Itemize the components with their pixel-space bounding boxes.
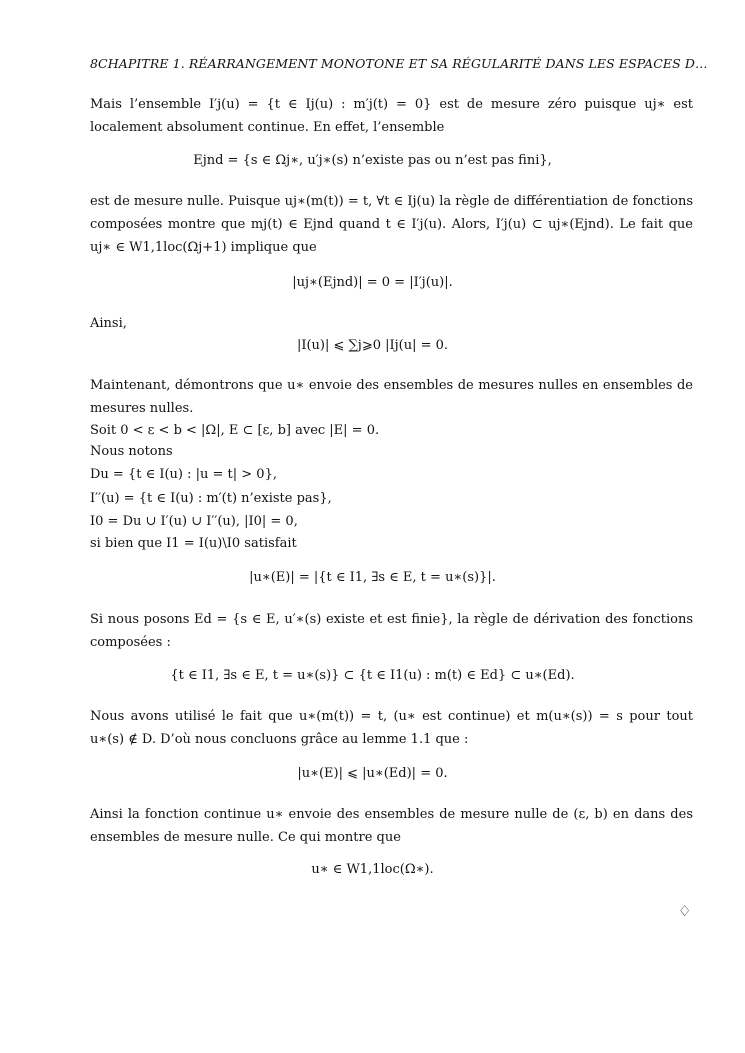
paragraph-1: Mais l’ensemble I′j(u) = {t ∈ Ij(u) : m′j(t) = 0} est de mesure zéro puisque uj∗ est localement absolument continue. En effet, l’ensemble xyxy=(90,97,693,135)
line-nous-notons: Nous notons xyxy=(90,444,173,459)
equation-3: |I(u)| ⩽ ∑j⩾0 |Ij(u| = 0. xyxy=(296,338,449,353)
running-header: 8CHAPITRE 1. RÉARRANGEMENT MONOTONE ET SA RÉGULARITÉ DANS LES ESPACES D… xyxy=(90,56,708,71)
paragraph-7: Ainsi la fonction continue u∗ envoie des ensembles de mesure nulle de (ε, b) en dans des ensembles de mesure nulle. Ce qui montre que xyxy=(90,807,693,845)
equation-5: {t ∈ I1, ∃s ∈ E, t = u∗(s)} ⊂ {t ∈ I1(u) : m(t) ∈ Ed} ⊂ u∗(Ed). xyxy=(170,668,575,683)
equation-1: Ejnd = {s ∈ Ωj∗, u′j∗(s) n’existe pas ou n’est pas fini}, xyxy=(193,153,552,168)
definition-du: Du = {t ∈ I(u) : |u = t| > 0}, xyxy=(90,467,277,482)
paragraph-3: Ainsi, xyxy=(90,316,127,331)
equation-2: |uj∗(Ejnd)| = 0 = |I′j(u)|. xyxy=(292,275,453,290)
equation-7: u∗ ∈ W1,1loc(Ω∗). xyxy=(311,862,434,877)
line-soit: Soit 0 < ε < b < |Ω|, E ⊂ [ε, b] avec |E| = 0. xyxy=(90,423,380,438)
paragraph-5: Si nous posons Ed = {s ∈ E, u′∗(s) existe et est finie}, la règle de dérivation des fonctions composées : xyxy=(90,612,693,650)
definition-i-second: I′′(u) = {t ∈ I(u) : m′(t) n’existe pas}, xyxy=(90,491,332,506)
paragraph-6: Nous avons utilisé le fait que u∗(m(t)) = t, (u∗ est continue) et m(u∗(s)) = s pour tout u∗(s) ∉ D. D’où nous concluons grâce au lemme 1.1 que : xyxy=(90,709,693,747)
equation-4: |u∗(E)| = |{t ∈ I1, ∃s ∈ E, t = u∗(s)}|. xyxy=(249,570,496,585)
paragraph-4: Maintenant, démontrons que u∗ envoie des ensembles de mesures nulles en ensembles de mesures nulles. xyxy=(90,378,693,416)
qed-symbol: ♢ xyxy=(678,902,692,920)
equation-6: |u∗(E)| ⩽ |u∗(Ed)| = 0. xyxy=(297,766,448,781)
line-si-bien-que: si bien que I1 = I(u)\I0 satisfait xyxy=(90,536,297,551)
paragraph-2: est de mesure nulle. Puisque uj∗(m(t)) = t, ∀t ∈ Ij(u) la règle de différentiation de fonctions composées montre que mj(t) ∈ Ejnd quand t ∈ I′j(u). Alors, I′j(u) ⊂ uj∗(Ejnd). Le fait que uj∗ ∈ W1,1loc(Ωj+1) implique que xyxy=(90,194,693,255)
definition-i0: I0 = Du ∪ I′(u) ∪ I′′(u), |I0| = 0, xyxy=(90,514,298,529)
